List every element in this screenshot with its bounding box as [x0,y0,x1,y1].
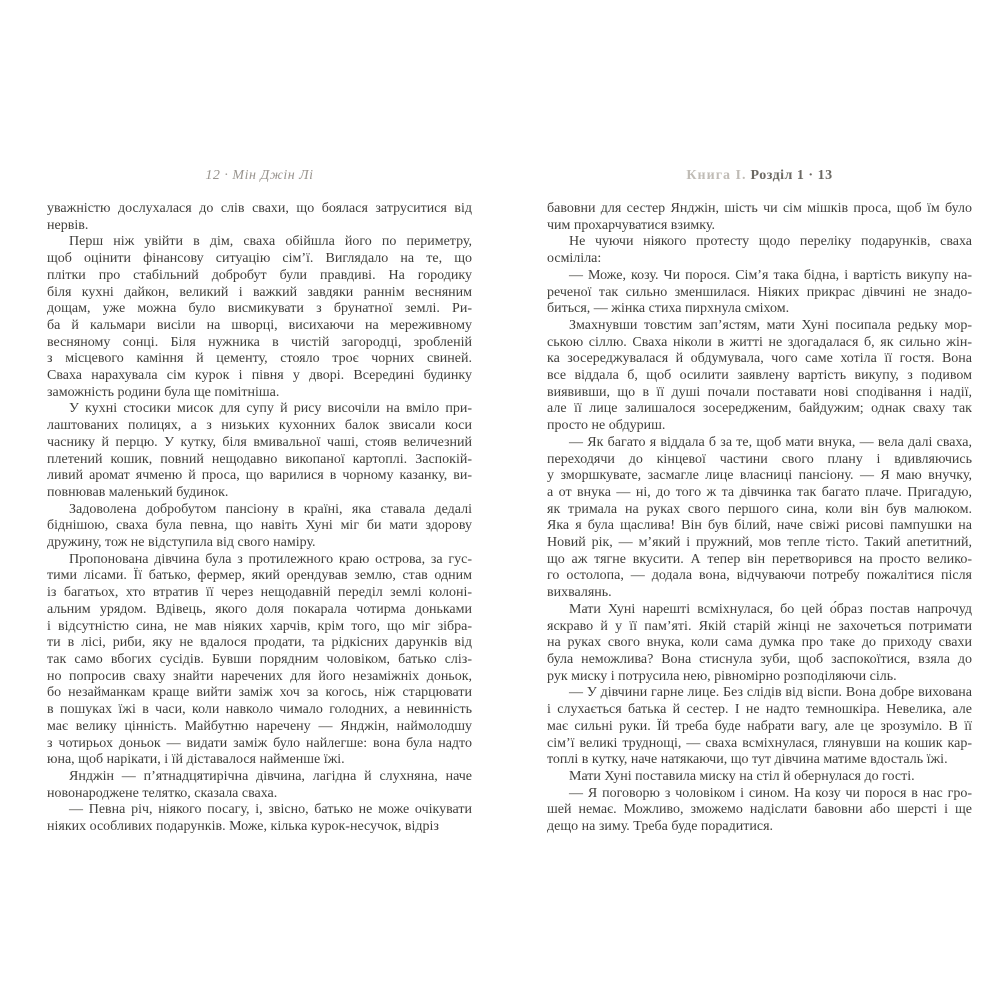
text-line: виявивши, що в її душі почали поставати нові сподівання і надії, [547,384,972,400]
text-line: шей немає. Можливо, зможемо надіслати бавовни або шерсті і ще [547,802,972,818]
text-line: рук миску і потрусила нею, рівномірно розподіляючи сіль. [547,668,897,684]
page-right [547,0,972,1000]
text-line: переходячи до кінцевої частини свого плану і вдивляючись [547,451,972,467]
text-line: топлі в кутку, наче натякаючи, що тут дівчина матиме вдосталь їжі. [547,752,948,768]
text-line: заможність родини була ще помітніша. [47,384,280,400]
paragraph [47,502,472,552]
paragraph [547,685,972,769]
text-line: сім’ї великі труднощі, — сваха всміхнулася, глянувши на кошик кар- [547,735,972,751]
running-head-left [47,167,472,185]
paragraph [547,786,972,836]
paragraph [47,234,472,401]
paragraph [547,769,972,786]
text-line: — Я поговорю з чоловіком і сином. На козу чи порося в нас гро- [569,785,972,801]
text-line: має велику цінність. Майбутню наречену — Янджін, наймолодшу [47,718,472,734]
text-line: бо незайманкам краще вийти заміж хоч за когось, ніж старцювати [47,685,472,701]
text-line: з чотирьох доньок — видати заміж було найлегше: вона була надто [47,735,472,751]
text-line: Задоволена добробутом пансіону в країні, яка ставала дедалі [69,501,472,517]
text-line: яскраво й у її пам’яті. Якій старій жінці не захочеться потримати [547,618,972,634]
text-line: і відсутністю сина, не мав ніяких харчів, крім того, що міг зібра- [47,618,472,634]
text-line: уважністю дослухалася до слів свахи, що боялася затруситися від [47,201,472,216]
text-line: чим прохарчуватися взимку. [547,217,715,233]
text-line: дощам, уже можна було висмикувати з брунатної землі. Ри- [47,301,472,317]
text-line: із багатьох, хто втратив її через нещодавній переділ землі колоні- [47,585,472,601]
text-line: ба й кальмари висіли на шворці, висихаючи на мереживному [47,317,472,333]
text-line: а от внука — ні, до того ж та дівчинка так багато плаче. Пригадую, [547,484,972,500]
text-line: — Може, козу. Чи порося. Сім’я така бідна, і вартість викупу на- [569,267,972,283]
text-line: осміліла: [547,251,602,267]
text-line: Змахнувши товстим зап’ястям, мати Хуні посипала редьку мор- [569,317,972,333]
text-line: тими лісами. Її батько, фермер, який орендував землю, став одним [47,568,472,584]
text-line: юна, щоб нарікати, і їй діставалося найменше їжі. [47,752,345,768]
text-line: так само вбогих сусідів. Бувши порядним чоловіком, батько сліз- [47,651,472,667]
text-line: і слухається батька й сестер. І не надто темношкіра. Невелика, але [547,702,972,718]
text-line: з місцевого каміння й цементу, стояло троє чорних свиней. [47,351,472,367]
text-line: Новий рік, — м’який і пружний, мов тепле тісто. Такий апетитний, [547,535,972,551]
text-line: вихвалянь. [547,585,612,601]
text-line: У кухні стосики мисок для супу й рису височіли на вміло при- [69,401,472,417]
text-line: що аж тягне вкусити. А тепер він перетворився на просто велико- [547,551,972,567]
text-line: Янджін — п’ятнадцятирічна дівчина, лагідна й слухняна, наче [69,768,472,784]
text-line: часнику й перцю. У кутку, біля вмивальної чаші, стояв величезний [47,434,472,450]
paragraph [47,201,472,234]
text-line: в пошуках їжі в часи, коли навколо чимало голодних, а невинність [47,702,472,718]
text-line: має сильні руки. Їй треба буде набрати вагу, але це зрозуміло. В її [547,718,972,734]
text-line: на руках свого внука, коли сама думка про таке до приходу свахи [547,635,972,651]
text-line: плітки про стабільний добробут були правдиві. На городику [47,267,472,283]
text-line: у зморшкувате, засмагле лице власниці пансіону. — Я маю внучку, [547,468,972,484]
page-left [47,0,472,1000]
text-line: Пропонована дівчина була з протилежного краю острова, за гус- [69,551,472,567]
text-line: — Як багато я віддала б за те, щоб мати внука, — вела далі сваха, [569,434,972,450]
text-line: ти в лісі, риби, яку не вдалося продати, та рідкісних дарунків від [47,635,472,651]
text-line: го остолопа, — додала вона, відчуваючи потребу пожалітися після [547,568,972,584]
paragraph [47,802,472,835]
page-left-body [47,201,472,836]
text-line: все віддала б, щоб осилити заявлену вартість викупу, з подивом [547,368,972,384]
text-line: Перш ніж увійти в дім, сваха обійшла його по периметру, [69,234,472,250]
text-line: ливий аромат ячменю й проса, що варилися в чорному казанку, ви- [47,468,472,484]
paragraph [547,602,972,686]
paragraph [547,201,972,234]
text-line: альним урядом. Вдівець, якого доля покарала чотирма доньками [47,601,472,617]
chapter-and-page-number: Розділ 1 · 13 [750,168,833,183]
text-line: Мати Хуні нарешті всміхнулася, бо цей о́браз постав напрочуд [569,601,972,617]
text-line: Мати Хуні поставила миску на стіл й обернулася до гості. [569,768,915,784]
text-line: бавовни для сестер Янджін, шість чи сім мішків проса, щоб їм було [547,201,972,216]
text-line: весняному сонці. Біля нужника в чистій загородці, зробленій [47,334,472,350]
text-line: Не чуючи ніякого протесту щодо переліку подарунків, сваха [569,234,972,250]
text-line: просто не обдуриш. [547,418,666,434]
text-line: дещо на зиму. Треба буде порадитися. [547,819,774,835]
text-line: лаштованих полицях, а з низьких кухонних балок звисали коси [47,418,472,434]
text-line: щоб оцінити фінансову ситуацію сім’ї. Виглядало на те, що [47,251,472,267]
paragraph [547,268,972,318]
text-line: повнював маленький будинок. [47,484,229,500]
paragraph [547,318,972,435]
book-title-label: Книга І. [686,168,747,183]
text-line: була неможлива? Вона стиснула зуби, щоб заспокоїтися, взяла до [547,651,972,667]
paragraph [47,769,472,802]
text-line: Яка я була щаслива! Він був білий, наче свіжі рисові пампушки на [547,518,972,534]
text-line: як тримала на руках свого першого сина, коли він був малюком. [547,501,972,517]
text-line: новонароджене телятко, сказала сваха. [47,785,278,801]
text-line: дружину, тож не відступила від свого наміру. [47,535,316,551]
text-line: но попросив сваху знайти наречених для його незаміжніх доньок, [47,668,472,684]
text-line: біднішою, сваха була певна, що навіть Хуні міг би мати здорову [47,518,472,534]
page-right-body [547,201,972,836]
page-number-and-author: 12 · Мін Джін Лі [205,168,314,183]
text-line: нервів. [47,217,89,233]
paragraph [547,234,972,267]
paragraph [547,435,972,602]
text-line: реченої так сильно зменшилася. Ніяких прикрас дівчині не знадо- [547,284,972,300]
text-line: — Певна річ, ніякого посагу, і, звісно, батько не може очікувати [69,802,472,818]
text-line: — У дівчини гарне лице. Без слідів від віспи. Вона добре вихована [569,685,972,701]
paragraph [47,552,472,769]
text-line: біля кухні дайкон, великий і важкий завдяки раннім весняним [47,284,472,300]
paragraph [47,401,472,501]
running-head-right [547,167,972,185]
text-line: ка зосереджувалася й обдумувала, чого саме хотіла її гостя. Вона [547,351,972,367]
text-line: але її лице залишалося зосередженим, байдужим; однак сваху так [547,401,972,417]
text-line: ською сіллю. Сваха ніколи в житті не здогадалася б, як сильно жін- [547,334,972,350]
text-line: Сваха нарахувала сім курок і півня у дворі. Всередині будинку [47,368,472,384]
text-line: ніяких особливих подарунків. Може, кілька курок-несучок, відріз [47,819,439,835]
text-line: плетений кошик, повний нещодавно викопаної картоплі. Заспокій- [47,451,472,467]
text-line: биться, — жінка стиха пирхнула сміхом. [547,301,790,317]
